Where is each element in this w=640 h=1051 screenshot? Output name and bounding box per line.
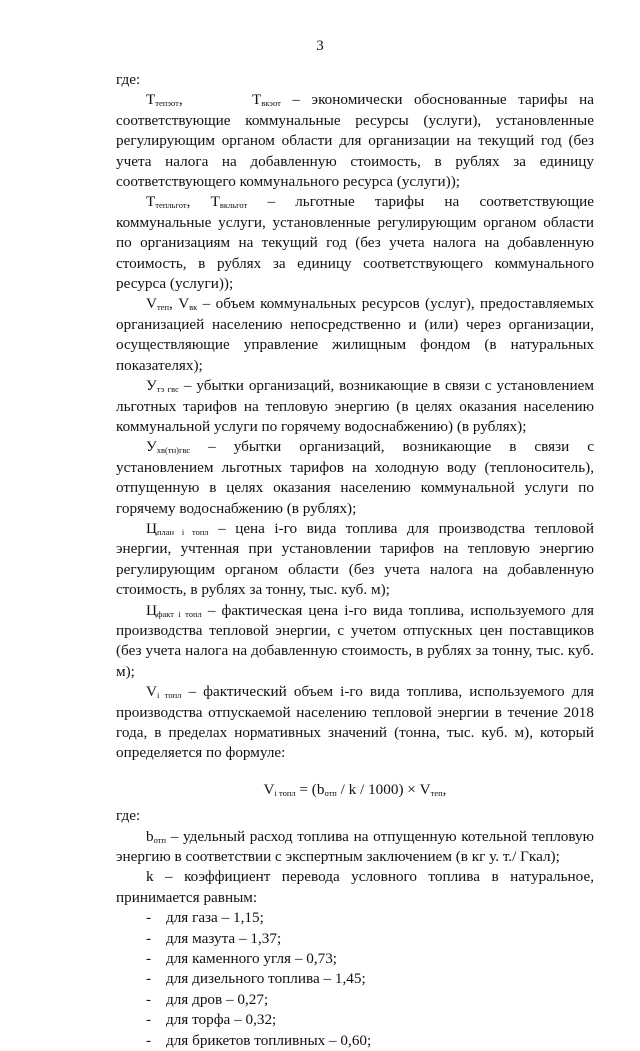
formula-part: = (b — [295, 780, 325, 798]
list-item-text: для газа – 1,15; — [166, 909, 264, 927]
list-dash: - — [146, 990, 152, 1008]
definition-text: – фактический объем i-го вида топлива, используемого для производства отпускаемой населению тепловой энергии в течение 2018 года, в пределах нормативных значений (тонна, тыс. куб. м), который определяется по формуле: — [116, 683, 594, 762]
list-item-text: для торфа – 0,32; — [166, 1011, 277, 1029]
symbol: У — [146, 438, 157, 456]
definition-volume: $V_{теп}$, $V_{вк}$ – объем коммунальных ресурсов (услуг), предоставляемых организацией населению непосредственно и (или) через организации, осуществляющие управление жилищным фондом (в натуральных показателях); — [116, 295, 594, 374]
definition-text: – удельный расход топлива на отпущенную котельной тепловую энергию в соответствии с экспертным заключением (в кг у. т./ Гкал); — [116, 827, 594, 866]
list-item — [116, 969, 594, 989]
where-label: где: — [116, 71, 141, 88]
definition-text: – льготные тарифы на соответствующие коммунальные услуги, установленные регулирующим органом области по организациям на текущий год (без учета налога на добавленную стоимость, в рублях за единицу соответствующего коммунального ресурса (услуги)); — [116, 193, 595, 293]
definition-text: – экономически обоснованные тарифы на соответствующие коммунальные ресурсы (услуги), установленные регулирующим органом области для организации на текущий год (без учета налога на добавленную стоимость, в рублях за единицу соответствующего коммунального ресурса (услуги)); — [116, 91, 594, 191]
symbol-subscript: i топл — [156, 690, 182, 701]
symbol: У — [146, 377, 157, 395]
symbol: Т — [210, 193, 220, 211]
list-item — [116, 1031, 594, 1051]
list-item — [116, 1010, 594, 1030]
symbol: V — [146, 295, 157, 313]
symbol: Ц — [146, 519, 157, 537]
symbol-subscript: тепльгот — [155, 200, 187, 211]
page-number: 3 — [316, 38, 324, 54]
list-dash: - — [146, 909, 152, 927]
definition-tariffs-preferential: $Т_{тепльгот}$, $Т_{вкльгот}$ – льготные тарифы на соответствующие коммунальные услуги, установленные регулирующим органом области по организациям на текущий год (без учета налога на добавленную стоимость, в рублях за единицу соответствующего коммунального ресурса (услуги)); — [116, 193, 595, 293]
symbol: V — [178, 295, 190, 313]
list-item-text: для каменного угля – 0,73; — [166, 950, 338, 968]
formula-subscript: теп — [430, 787, 443, 798]
symbol-subscript: факт i топл — [156, 608, 202, 619]
symbol: Т — [146, 91, 156, 109]
formula-subscript: i топл — [274, 787, 296, 798]
symbol: Ц — [146, 601, 157, 619]
definition-losses-water — [116, 437, 594, 519]
where-label: где: — [116, 807, 141, 825]
symbol-subscript: хв(тн)гвс — [156, 445, 191, 456]
symbol: V — [146, 683, 157, 701]
definition-losses-heat — [116, 376, 594, 437]
document-body — [116, 70, 594, 1051]
list-dash: - — [146, 1011, 152, 1029]
symbol: b — [146, 827, 154, 845]
definition-text: – объем коммунальных ресурсов (услуг), предоставляемых организацией населению непосредственно и (или) через организации, осуществляющие управление жилищным фондом (в натуральных показателях); — [116, 295, 594, 374]
symbol: Т — [252, 91, 262, 109]
list-item — [116, 990, 594, 1010]
list-dash: - — [146, 970, 152, 988]
list-dash: - — [146, 929, 152, 947]
symbol-subscript: тэ гвс — [156, 384, 179, 395]
symbol-subscript: вкэот — [261, 98, 281, 109]
formula — [116, 780, 594, 800]
definition-conversion-coefficient: k – коэффициент перевода условного топлива в натуральное, принимается равным: — [116, 868, 594, 906]
definition-text: – цена i-го вида топлива для производства тепловой энергии, учтенная при установлении тарифов на тепловую энергию регулирующим органом области (без учета налога на добавленную стоимость, в рублях за тонну, тыс. куб. м); — [116, 519, 594, 599]
formula-part: , — [442, 780, 447, 798]
list-item — [116, 929, 594, 949]
formula-subscript: отп — [324, 787, 337, 798]
symbol-subscript: тепэот — [155, 98, 179, 109]
definition-text: – убытки организаций, возникающие в связи с установлением льготных тарифов на тепловую энергию (в целях оказания населению коммунальной услуги по горячему водоснабжению) (в рублях); — [116, 377, 594, 435]
definition-text: – убытки организаций, возникающие в связи с установлением льготных тарифов на холодную воду (теплоноситель), отпущенную в целях оказания населению коммунальной услуги по горячему водоснабжению (в рублях); — [116, 438, 594, 517]
symbol-subscript: вкльгот — [219, 200, 248, 211]
symbol: Т — [146, 193, 156, 211]
definition-fuel-actual-price — [116, 601, 594, 683]
definition-fuel-planned-price — [116, 519, 594, 601]
list-item-text: для мазута – 1,37; — [166, 929, 282, 947]
definition-fuel-volume — [116, 682, 594, 764]
list-item-text: для дизельного топлива – 1,45; — [166, 970, 366, 988]
fuel-coefficient-list — [116, 908, 594, 1051]
list-item-text: для дров – 0,27; — [166, 990, 269, 1008]
list-item — [116, 908, 594, 928]
list-item-text: для брикетов топливных – 0,60; — [166, 1031, 372, 1049]
symbol-subscript: теп — [156, 302, 170, 313]
symbol-subscript: отп — [153, 834, 166, 845]
definition-text: – фактическая цена i-го вида топлива, используемого для производства тепловой энергии, с учетом отпускных цен поставщиков (без учета налога на добавленную стоимость, в рублях за тонну, тыс. куб. м); — [116, 601, 594, 680]
list-item — [116, 949, 594, 969]
symbol-subscript: вк — [189, 302, 198, 313]
list-dash: - — [146, 1031, 152, 1049]
list-dash: - — [146, 950, 152, 968]
symbol-subscript: план i топл — [156, 526, 209, 537]
definition-specific-consumption — [116, 827, 594, 868]
formula-part: / k / 1000) × V — [336, 780, 431, 798]
definition-tariffs-economic: $Т_{тепэот}$, $Т_{вкэот}$ – экономически обоснованные тарифы на соответствующие коммунальные ресурсы (услуги), установленные регулирующим органом области для организации на текущий год (без учета налога на добавленную стоимость, в рублях за единицу соответствующего коммунального ресурса (услуги)); — [116, 91, 594, 191]
formula-part: V — [263, 780, 275, 798]
